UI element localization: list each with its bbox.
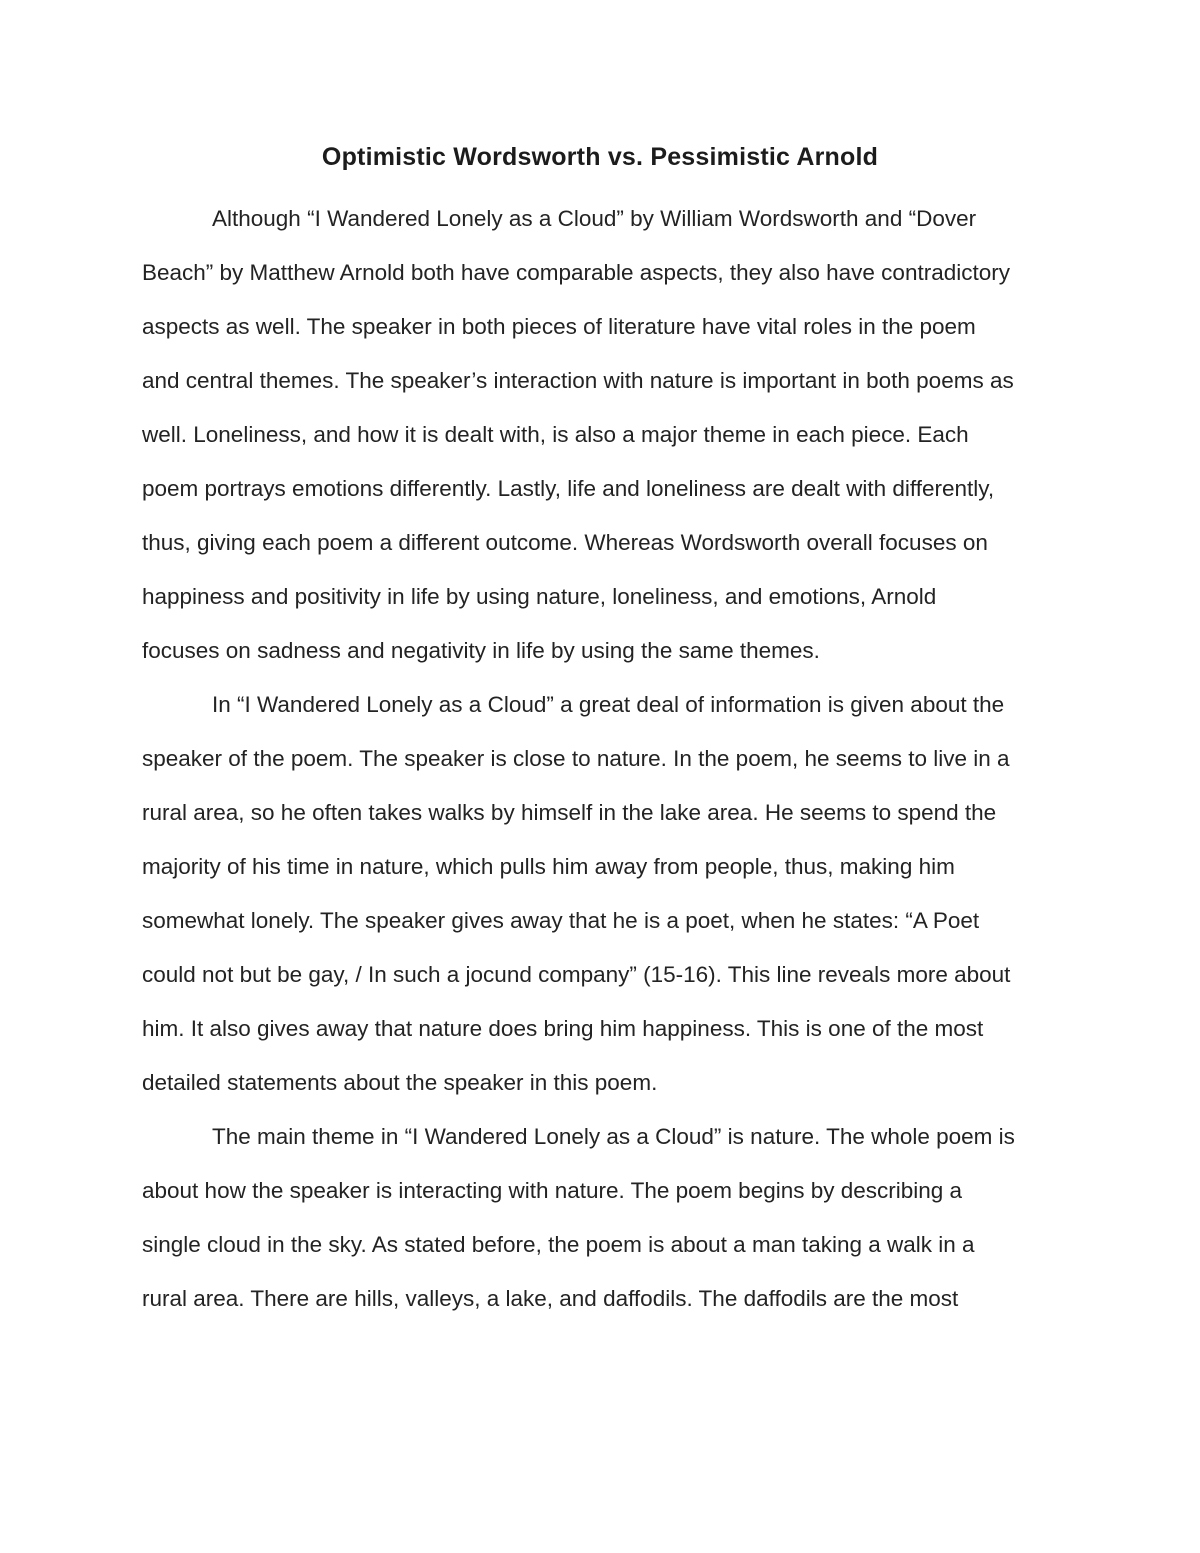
body-line: rural area. There are hills, valleys, a lake, and daffodils. The daffodils are the most [142,1286,959,1311]
body-line: poem portrays emotions differently. Lastly, life and loneliness are dealt with differently, [142,476,995,501]
body-line: The main theme in “I Wandered Lonely as a Cloud” is nature. The whole poem is [212,1124,1015,1149]
body-line: and central themes. The speaker’s interaction with nature is important in both poems as [142,368,1014,393]
body-line: aspects as well. The speaker in both pieces of literature have vital roles in the poem [142,314,976,339]
body-line: majority of his time in nature, which pulls him away from people, thus, making him [142,854,955,879]
body-line: Although “I Wandered Lonely as a Cloud” by William Wordsworth and “Dover [212,206,977,231]
body-line: happiness and positivity in life by using nature, loneliness, and emotions, Arnold [142,584,937,609]
body-line: somewhat lonely. The speaker gives away that he is a poet, when he states: “A Poet [142,908,980,933]
body-line: him. It also gives away that nature does bring him happiness. This is one of the most [142,1016,984,1041]
body-line: Beach” by Matthew Arnold both have comparable aspects, they also have contradictory [142,260,1010,285]
body-line: speaker of the poem. The speaker is close to nature. In the poem, he seems to live in a [142,746,1010,771]
document-title: Optimistic Wordsworth vs. Pessimistic Arnold [321,143,879,171]
body-line: could not but be gay, / In such a jocund company” (15-16). This line reveals more about [142,962,1011,987]
body-line: detailed statements about the speaker in this poem. [142,1070,658,1095]
body-line: thus, giving each poem a different outcome. Whereas Wordsworth overall focuses on [142,530,988,555]
body-line: about how the speaker is interacting with nature. The poem begins by describing a [142,1178,963,1203]
body-line: rural area, so he often takes walks by himself in the lake area. He seems to spend the [142,800,997,825]
body-line: focuses on sadness and negativity in life by using the same themes. [142,638,820,663]
body-line: single cloud in the sky. As stated before, the poem is about a man taking a walk in a [142,1232,975,1257]
body-line: In “I Wandered Lonely as a Cloud” a great deal of information is given about the [212,692,1005,717]
body-line: well. Loneliness, and how it is dealt with, is also a major theme in each piece. Each [142,422,969,447]
